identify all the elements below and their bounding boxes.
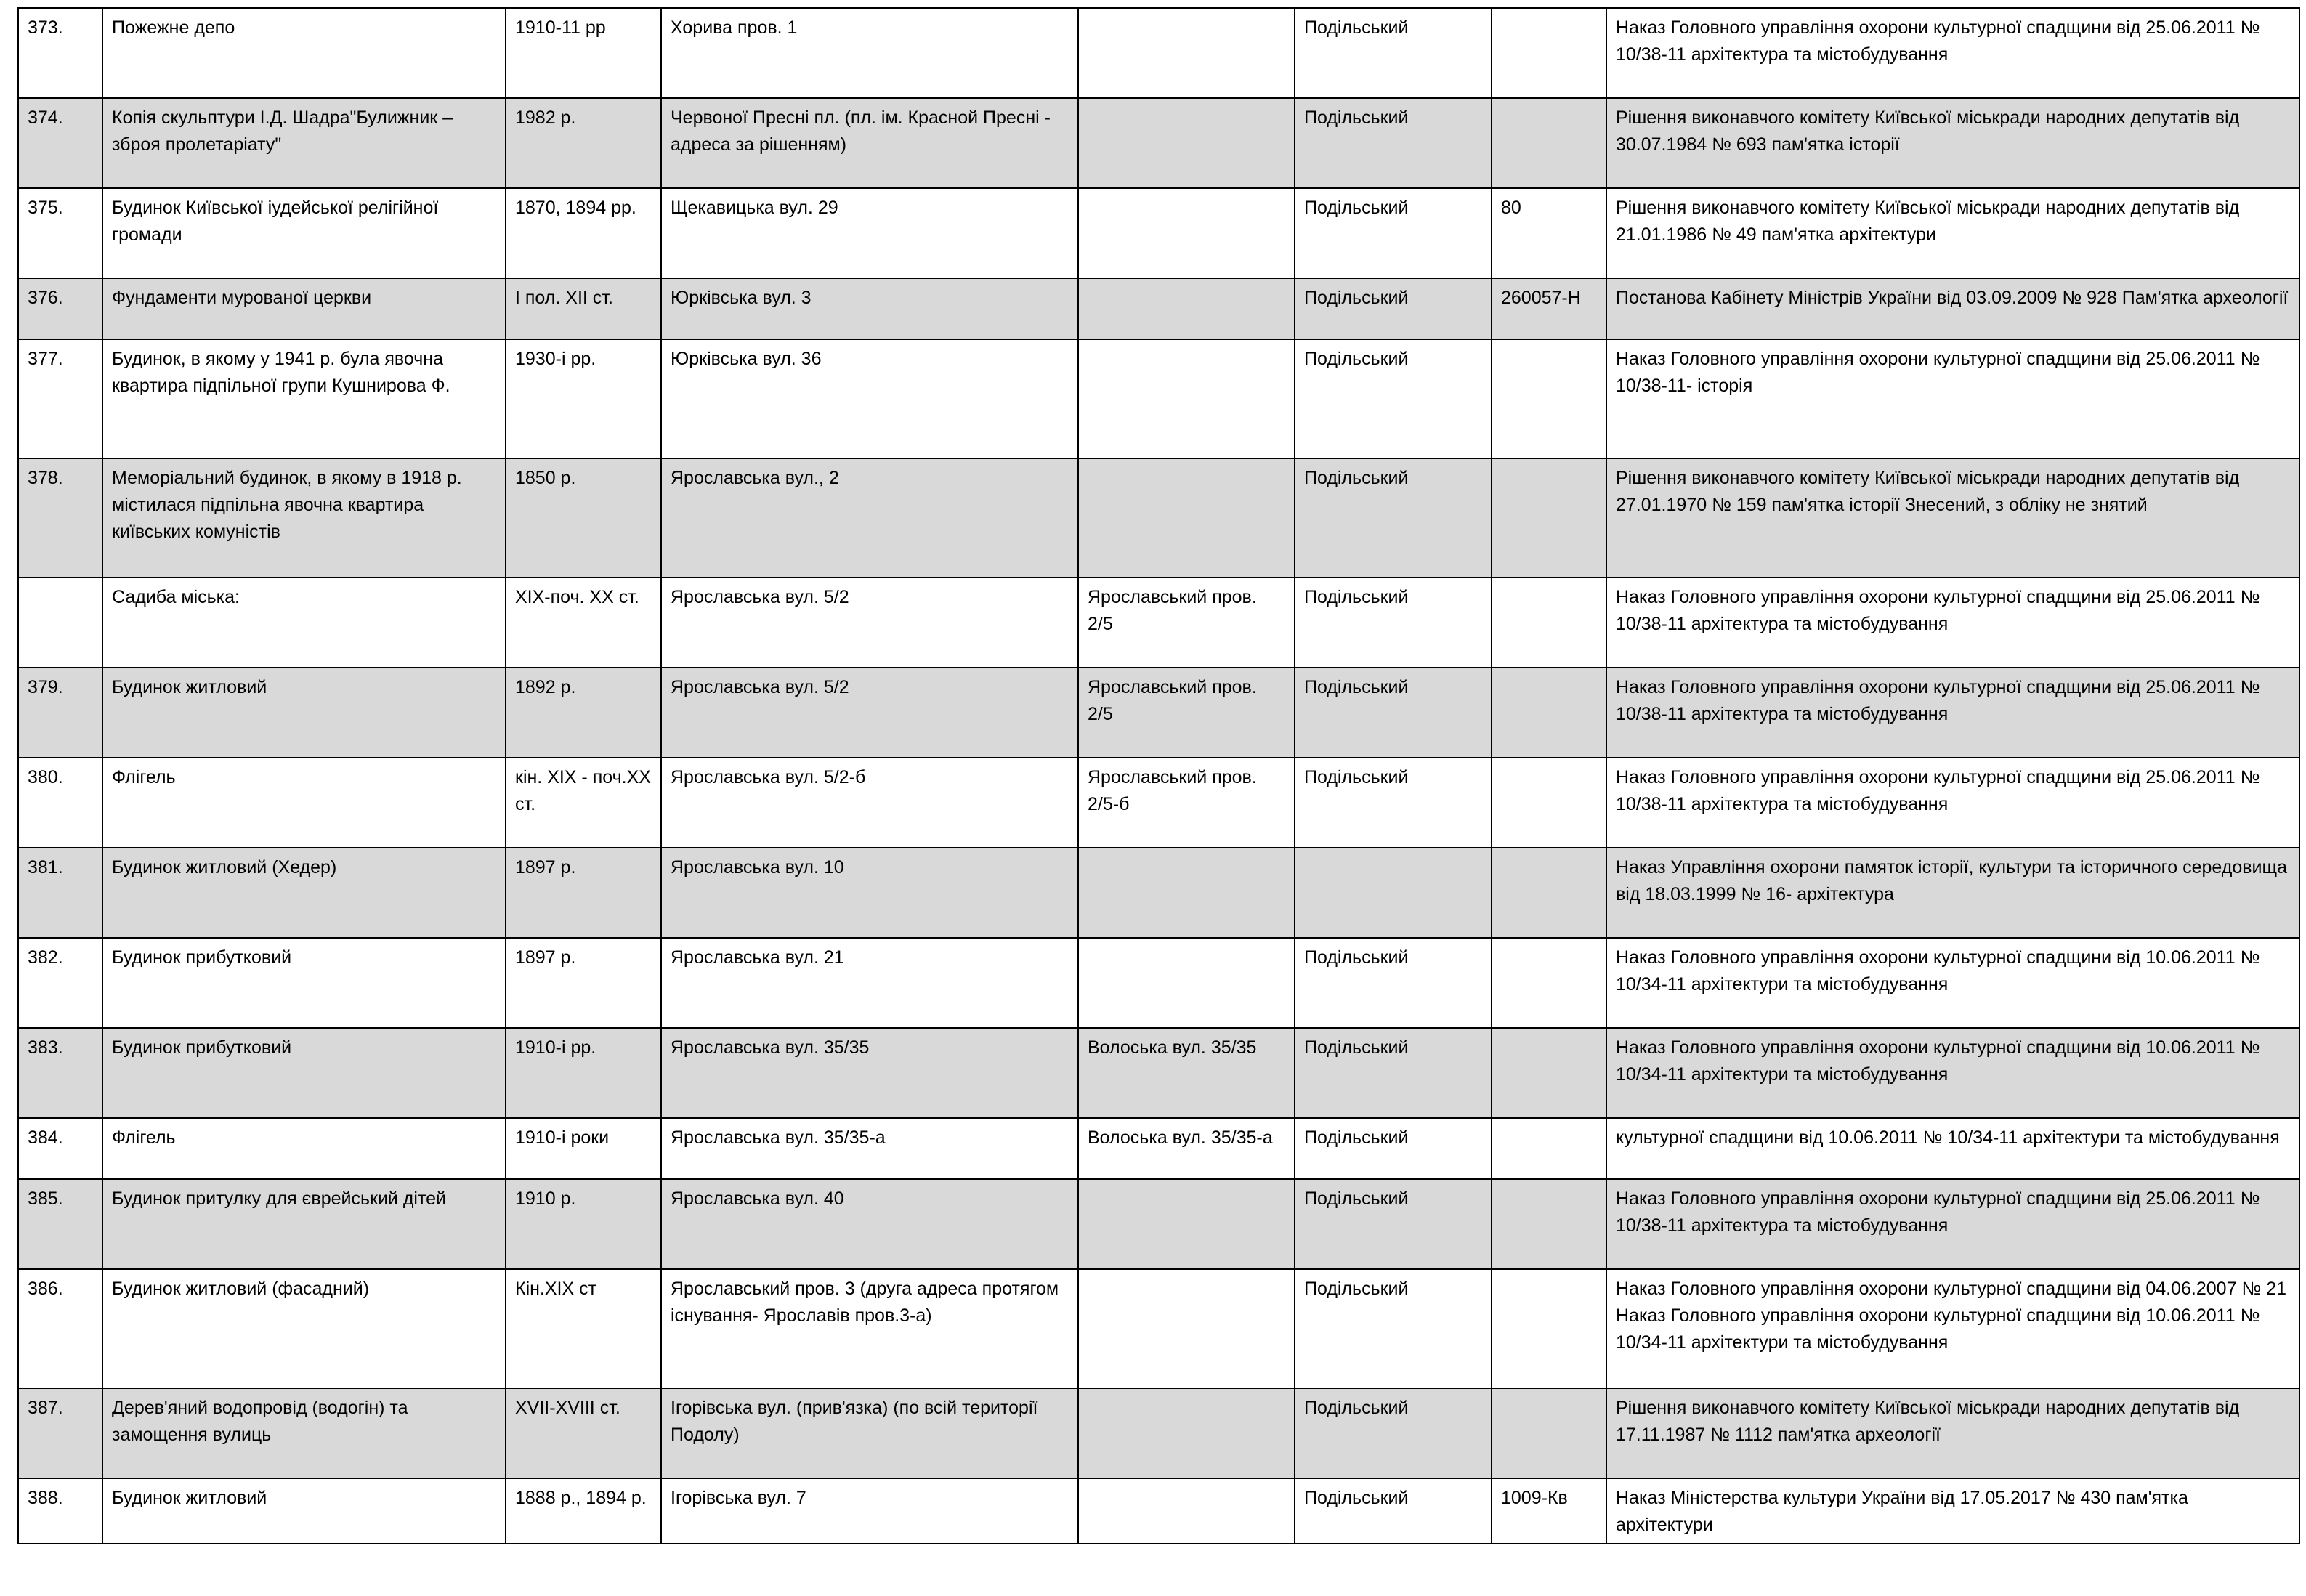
cell-object-address: Щекавицька вул. 29 [661, 188, 1078, 278]
cell-object-name: Будинок житловий [102, 668, 506, 758]
cell-object-district: Подільський [1295, 1179, 1492, 1269]
cell-object-address-alt: Ярославський пров. 2/5-б [1078, 758, 1295, 848]
cell-row-number: 387. [18, 1388, 102, 1478]
cell-object-name: Будинок житловий (фасадний) [102, 1269, 506, 1388]
cell-protection-number [1492, 1118, 1606, 1179]
cell-object-district: Подільський [1295, 1118, 1492, 1179]
cell-row-number: 381. [18, 848, 102, 938]
cell-object-name: Дерев'яний водопровід (водогін) та замощення вулиць [102, 1388, 506, 1478]
cell-legal-document: Наказ Головного управління охорони культурної спадщини від 25.06.2011 № 10/38-11 архітектура та містобудування [1606, 1179, 2299, 1269]
cell-object-name: Садиба міська: [102, 578, 506, 668]
cell-object-address-alt: Ярославський пров. 2/5 [1078, 668, 1295, 758]
table-row [18, 1179, 2299, 1269]
table-row [18, 8, 2299, 98]
cell-object-district: Подільський [1295, 758, 1492, 848]
cell-object-address-alt: Ярославський пров. 2/5 [1078, 578, 1295, 668]
cell-object-address-alt [1078, 1478, 1295, 1544]
cell-object-address-alt [1078, 938, 1295, 1028]
cell-protection-number [1492, 458, 1606, 578]
cell-legal-document: Рішення виконавчого комітету Київської міськради народних депутатів від 21.01.1986 № 49 пам'ятка архітектури [1606, 188, 2299, 278]
cell-object-name: Будинок житловий (Хедер) [102, 848, 506, 938]
cell-legal-document: Наказ Міністерства культури України від 17.05.2017 № 430 пам'ятка архітектури [1606, 1478, 2299, 1544]
cell-object-date: 1870, 1894 рр. [506, 188, 661, 278]
cell-legal-document: Наказ Головного управління охорони культурної спадщини від 04.06.2007 № 21 Наказ Головного управління охорони культурної спадщини від 10.06.2011 № 10/34-11 архітектури та містобудування [1606, 1269, 2299, 1388]
cell-legal-document: культурної спадщини від 10.06.2011 № 10/34-11 архітектури та містобудування [1606, 1118, 2299, 1179]
table-row [18, 188, 2299, 278]
cell-object-address: Ярославський пров. 3 (друга адреса протягом існування- Ярославів пров.3-а) [661, 1269, 1078, 1388]
cell-row-number: 378. [18, 458, 102, 578]
table-row [18, 1118, 2299, 1179]
cell-legal-document: Рішення виконавчого комітету Київської міськради народних депутатів від 30.07.1984 № 693 пам'ятка історії [1606, 98, 2299, 188]
table-row [18, 758, 2299, 848]
cell-object-address-alt [1078, 98, 1295, 188]
cell-protection-number [1492, 1269, 1606, 1388]
cell-object-district: Подільський [1295, 339, 1492, 458]
cell-object-address: Червоної Пресні пл. (пл. ім. Красной Пресні - адреса за рішенням) [661, 98, 1078, 188]
cell-object-date: 1910 р. [506, 1179, 661, 1269]
table-row [18, 278, 2299, 339]
cell-object-address-alt: Волоська вул. 35/35-а [1078, 1118, 1295, 1179]
cell-row-number: 388. [18, 1478, 102, 1544]
cell-object-name: Копія скульптури І.Д. Шадра"Булижник – зброя пролетаріату" [102, 98, 506, 188]
cell-object-district: Подільський [1295, 458, 1492, 578]
cell-legal-document: Наказ Головного управління охорони культурної спадщини від 25.06.2011 № 10/38-11 архітектура та містобудування [1606, 668, 2299, 758]
cell-row-number: 386. [18, 1269, 102, 1388]
cell-object-district: Подільський [1295, 668, 1492, 758]
cell-legal-document: Наказ Головного управління охорони культурної спадщини від 10.06.2011 № 10/34-11 архітектури та містобудування [1606, 1028, 2299, 1118]
cell-object-district: Подільський [1295, 1269, 1492, 1388]
cell-object-address-alt [1078, 458, 1295, 578]
cell-object-date: 1930-і рр. [506, 339, 661, 458]
cell-object-address: Ігорівська вул. 7 [661, 1478, 1078, 1544]
cell-object-date: ХVІІ-ХVІІІ ст. [506, 1388, 661, 1478]
cell-object-address-alt [1078, 848, 1295, 938]
cell-object-date: ХІХ-поч. ХХ ст. [506, 578, 661, 668]
cell-object-name: Будинок притулку для єврейський дітей [102, 1179, 506, 1269]
cell-object-address-alt [1078, 278, 1295, 339]
cell-protection-number [1492, 578, 1606, 668]
cell-object-address: Хорива пров. 1 [661, 8, 1078, 98]
table-row [18, 98, 2299, 188]
cell-row-number: 374. [18, 98, 102, 188]
cell-object-address: Ярославська вул. 5/2-б [661, 758, 1078, 848]
cell-object-name: Пожежне депо [102, 8, 506, 98]
table-row [18, 668, 2299, 758]
cell-object-name: Флігель [102, 1118, 506, 1179]
cell-legal-document: Рішення виконавчого комітету Київської міськради народних депутатів від 27.01.1970 № 159 пам'ятка історії Знесений, з обліку не знятий [1606, 458, 2299, 578]
cell-object-date: 1982 р. [506, 98, 661, 188]
cell-object-address: Ярославська вул. 10 [661, 848, 1078, 938]
cell-row-number [18, 578, 102, 668]
cell-protection-number [1492, 1179, 1606, 1269]
cell-object-date: 1897 р. [506, 848, 661, 938]
cell-object-district [1295, 848, 1492, 938]
cell-object-date: 1910-і роки [506, 1118, 661, 1179]
cell-object-date: 1850 р. [506, 458, 661, 578]
cell-row-number: 377. [18, 339, 102, 458]
table-row [18, 339, 2299, 458]
cell-object-name: Будинок прибутковий [102, 938, 506, 1028]
cell-row-number: 375. [18, 188, 102, 278]
cell-object-address: Юрківська вул. 3 [661, 278, 1078, 339]
cell-protection-number: 260057-Н [1492, 278, 1606, 339]
cell-legal-document: Наказ Головного управління охорони культурної спадщини від 25.06.2011 № 10/38-11 архітектура та містобудування [1606, 758, 2299, 848]
cell-object-address: Ярославська вул. 35/35-а [661, 1118, 1078, 1179]
cell-protection-number [1492, 1388, 1606, 1478]
monuments-table [17, 7, 2300, 1544]
cell-legal-document: Постанова Кабінету Міністрів України від 03.09.2009 № 928 Пам'ятка археології [1606, 278, 2299, 339]
cell-object-district: Подільський [1295, 8, 1492, 98]
table-row [18, 848, 2299, 938]
cell-object-district: Подільський [1295, 188, 1492, 278]
cell-object-district: Подільський [1295, 98, 1492, 188]
cell-row-number: 373. [18, 8, 102, 98]
cell-row-number: 383. [18, 1028, 102, 1118]
cell-row-number: 380. [18, 758, 102, 848]
cell-protection-number [1492, 848, 1606, 938]
cell-object-date: І пол. ХІІ ст. [506, 278, 661, 339]
table-body [18, 8, 2299, 1544]
cell-object-date: 1910-11 рр [506, 8, 661, 98]
cell-protection-number [1492, 758, 1606, 848]
cell-row-number: 376. [18, 278, 102, 339]
cell-object-date: 1910-і рр. [506, 1028, 661, 1118]
cell-object-address-alt [1078, 1269, 1295, 1388]
cell-object-address-alt [1078, 339, 1295, 458]
table-row [18, 578, 2299, 668]
cell-row-number: 382. [18, 938, 102, 1028]
document-page [17, 7, 2299, 1544]
cell-legal-document: Наказ Управління охорони памяток історії, культури та історичного середовища від 18.03.1999 № 16- архітектура [1606, 848, 2299, 938]
cell-legal-document: Рішення виконавчого комітету Київської міськради народних депутатів від 17.11.1987 № 1112 пам'ятка археології [1606, 1388, 2299, 1478]
cell-object-address-alt [1078, 188, 1295, 278]
table-row [18, 1388, 2299, 1478]
cell-legal-document: Наказ Головного управління охорони культурної спадщини від 25.06.2011 № 10/38-11 архітектура та містобудування [1606, 8, 2299, 98]
cell-legal-document: Наказ Головного управління охорони культурної спадщини від 25.06.2011 № 10/38-11- історія [1606, 339, 2299, 458]
cell-object-address: Ярославська вул. 5/2 [661, 578, 1078, 668]
cell-protection-number [1492, 98, 1606, 188]
cell-object-date: Кін.ХІХ ст [506, 1269, 661, 1388]
cell-object-district: Подільський [1295, 1388, 1492, 1478]
cell-protection-number [1492, 938, 1606, 1028]
cell-object-date: кін. ХІХ - поч.ХХ ст. [506, 758, 661, 848]
cell-object-address-alt [1078, 1179, 1295, 1269]
table-row [18, 938, 2299, 1028]
cell-object-address: Ігорівська вул. (прив'язка) (по всій території Подолу) [661, 1388, 1078, 1478]
cell-object-address: Ярославська вул. 40 [661, 1179, 1078, 1269]
cell-object-date: 1888 р., 1894 р. [506, 1478, 661, 1544]
cell-protection-number [1492, 8, 1606, 98]
cell-object-district: Подільський [1295, 1478, 1492, 1544]
cell-object-name: Будинок Київської іудейської релігійної громади [102, 188, 506, 278]
cell-row-number: 385. [18, 1179, 102, 1269]
cell-object-address-alt: Волоська вул. 35/35 [1078, 1028, 1295, 1118]
cell-protection-number: 1009-Кв [1492, 1478, 1606, 1544]
cell-object-address: Ярославська вул. 35/35 [661, 1028, 1078, 1118]
cell-object-district: Подільський [1295, 938, 1492, 1028]
cell-protection-number [1492, 339, 1606, 458]
cell-protection-number [1492, 1028, 1606, 1118]
cell-legal-document: Наказ Головного управління охорони культурної спадщини від 25.06.2011 № 10/38-11 архітектура та містобудування [1606, 578, 2299, 668]
cell-object-address-alt [1078, 8, 1295, 98]
cell-legal-document: Наказ Головного управління охорони культурної спадщини від 10.06.2011 № 10/34-11 архітектури та містобудування [1606, 938, 2299, 1028]
cell-protection-number [1492, 668, 1606, 758]
table-row [18, 1478, 2299, 1544]
cell-object-address: Ярославська вул. 21 [661, 938, 1078, 1028]
cell-object-address-alt [1078, 1388, 1295, 1478]
table-row [18, 1028, 2299, 1118]
cell-object-district: Подільський [1295, 278, 1492, 339]
cell-object-date: 1892 р. [506, 668, 661, 758]
cell-object-address: Ярославська вул. 5/2 [661, 668, 1078, 758]
cell-object-name: Меморіальний будинок, в якому в 1918 р. містилася підпільна явочна квартира київських комуністів [102, 458, 506, 578]
cell-object-address: Ярославська вул., 2 [661, 458, 1078, 578]
table-row [18, 1269, 2299, 1388]
cell-object-district: Подільський [1295, 578, 1492, 668]
cell-row-number: 379. [18, 668, 102, 758]
cell-object-name: Будинок прибутковий [102, 1028, 506, 1118]
cell-object-name: Фундаменти мурованої церкви [102, 278, 506, 339]
cell-protection-number: 80 [1492, 188, 1606, 278]
cell-row-number: 384. [18, 1118, 102, 1179]
cell-object-date: 1897 р. [506, 938, 661, 1028]
cell-object-name: Будинок житловий [102, 1478, 506, 1544]
cell-object-name: Будинок, в якому у 1941 р. була явочна квартира підпільної групи Кушнирова Ф. [102, 339, 506, 458]
table-row [18, 458, 2299, 578]
cell-object-address: Юрківська вул. 36 [661, 339, 1078, 458]
cell-object-district: Подільський [1295, 1028, 1492, 1118]
cell-object-name: Флігель [102, 758, 506, 848]
